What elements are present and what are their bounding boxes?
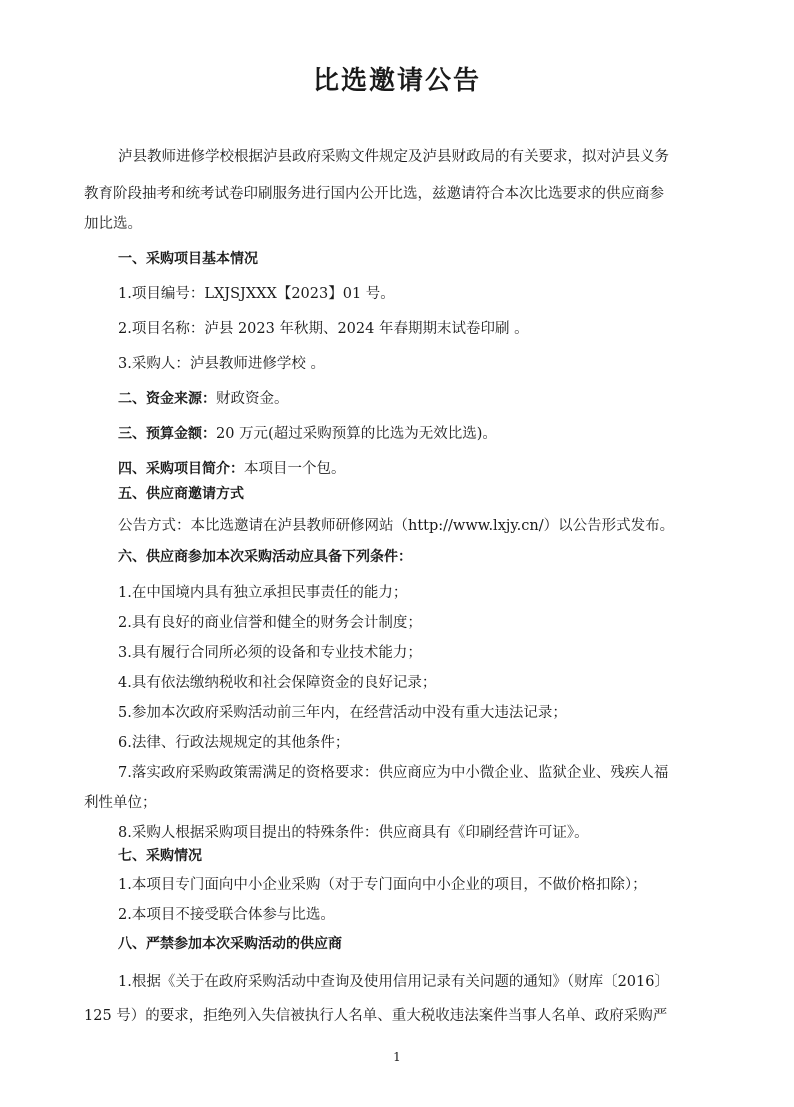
condition-item: 2.具有良好的商业信誉和健全的财务会计制度； <box>118 615 422 631</box>
project-summary <box>118 459 346 479</box>
project-summary-label: 四、采购项目简介： <box>118 461 244 477</box>
prohibited-supplier-line-1: 1.根据《关于在政府采购活动中查询及使用信用记录有关问题的通知》（财库〔2016〕 <box>118 974 669 990</box>
condition-item: 6.法律、行政法规规定的其他条件； <box>118 735 350 751</box>
condition-item-continued: 利性单位； <box>84 795 157 811</box>
announcement-method: 公告方式：本比选邀请在泸县教师研修网站（http://www.lxjy.cn/）以公告形式发布。 <box>118 518 675 534</box>
section-6-heading: 六、供应商参加本次采购活动应具备下列条件： <box>118 549 412 565</box>
condition-item: 7.落实政府采购政策需满足的资格要求：供应商应为中小微企业、监狱企业、残疾人福 <box>118 765 669 781</box>
prohibited-supplier-line-2: 125 号）的要求，拒绝列入失信被执行人名单、重大税收违法案件当事人名单、政府采购严 <box>84 1008 668 1024</box>
section-8-heading: 八、严禁参加本次采购活动的供应商 <box>118 936 342 952</box>
project-summary-value: 本项目一个包。 <box>244 461 346 477</box>
condition-item: 3.具有履行合同所必须的设备和专业技术能力； <box>118 645 422 661</box>
condition-item: 8.采购人根据采购项目提出的特殊条件：供应商具有《印刷经营许可证》。 <box>118 825 589 841</box>
procurement-item: 2.本项目不接受联合体参与比选。 <box>118 907 335 923</box>
funding-source <box>118 389 289 409</box>
section-1-heading: 一、采购项目基本情况 <box>118 251 258 267</box>
budget-amount <box>118 424 497 444</box>
project-number: 1.项目编号：LXJSJXXX【2023】01 号。 <box>118 286 395 302</box>
section-5-heading: 五、供应商邀请方式 <box>118 486 244 502</box>
document-title: 比选邀请公告 <box>312 66 481 96</box>
section-7-heading: 七、采购情况 <box>118 848 202 864</box>
condition-item: 4.具有依法缴纳税收和社会保障资金的良好记录； <box>118 675 437 691</box>
procurement-item: 1.本项目专门面向中小企业采购（对于专门面向中小企业的项目，不做价格扣除）； <box>118 877 647 893</box>
budget-label: 三、预算金额： <box>118 426 216 442</box>
page-number: 1 <box>393 1050 401 1064</box>
condition-item: 1.在中国境内具有独立承担民事责任的能力； <box>118 585 408 601</box>
condition-item: 5.参加本次政府采购活动前三年内，在经营活动中没有重大违法记录； <box>118 705 567 721</box>
intro-line-3: 加比选。 <box>84 216 142 232</box>
budget-value: 20 万元(超过采购预算的比选为无效比选)。 <box>216 426 497 442</box>
project-name: 2.项目名称：泸县 2023 年秋期、2024 年春期期末试卷印刷 。 <box>118 321 529 337</box>
intro-line-2: 教育阶段抽考和统考试卷印刷服务进行国内公开比选，兹邀请符合本次比选要求的供应商参 <box>84 186 664 202</box>
intro-line-1: 泸县教师进修学校根据泸县政府采购文件规定及泸县财政局的有关要求，拟对泸县义务 <box>118 149 669 165</box>
purchaser: 3.采购人：泸县教师进修学校 。 <box>118 356 325 372</box>
funding-source-value: 财政资金。 <box>216 391 289 407</box>
funding-source-label: 二、资金来源： <box>118 391 216 407</box>
